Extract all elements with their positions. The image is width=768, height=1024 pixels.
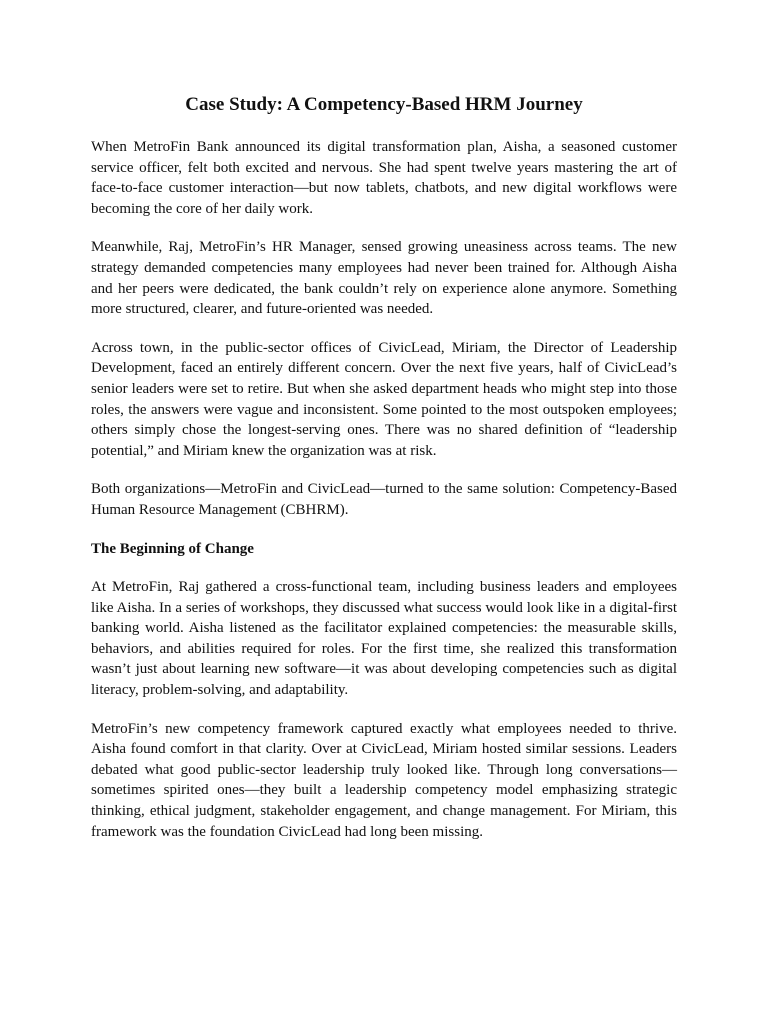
- paragraph-cbhrm-solution: Both organizations—MetroFin and CivicLead—turned to the same solution: Competency-Based Human Resource Management (CBHRM).: [91, 481, 677, 518]
- section-heading: The Beginning of Change: [91, 540, 254, 557]
- document-title: Case Study: A Competency-Based HRM Journey: [185, 94, 583, 115]
- document-page: [91, 92, 677, 860]
- paragraph-miriam-intro: Across town, in the public-sector offices of CivicLead, Miriam, the Director of Leadership Development, faced an entirely different concern. Over the next five years, half of CivicLead’s senior leaders were set to retire. But when she asked department heads who might step into those roles, the answers were vague and inconsistent. Some pointed to the most outspoken employees; others simply chose the longest-serving ones. There was no shared definition of “leadership potential,” and Miriam knew the organization was at risk.: [91, 339, 677, 459]
- paragraph-competency-frameworks: MetroFin’s new competency framework captured exactly what employees needed to thrive. Aisha found comfort in that clarity. Over at CivicLead, Miriam hosted similar sessions. Leaders debated what good public-sector leadership truly looked like. Through long conversations—sometimes spirited ones—they built a leadership competency model emphasizing strategic thinking, ethical judgment, stakeholder engagement, and change management. For Miriam, this framework was the foundation CivicLead had long been missing.: [91, 720, 677, 840]
- paragraph-aisha-intro: When MetroFin Bank announced its digital transformation plan, Aisha, a seasoned customer service officer, felt both excited and nervous. She had spent twelve years mastering the art of face-to-face customer interaction—but now tablets, chatbots, and new digital workflows were becoming the core of her daily work.: [91, 139, 677, 217]
- paragraph-metrofin-workshops: At MetroFin, Raj gathered a cross-functional team, including business leaders and employees like Aisha. In a series of workshops, they discussed what success would look like in a digital-first banking world. Aisha listened as the facilitator explained competencies: the measurable skills, behaviors, and abilities required for roles. For the first time, she realized this transformation wasn’t just about learning new software—it was about developing competencies such as digital literacy, problem-solving, and adaptability.: [91, 579, 677, 699]
- paragraph-raj-intro: Meanwhile, Raj, MetroFin’s HR Manager, sensed growing uneasiness across teams. The new strategy demanded competencies many employees had never been trained for. Although Aisha and her peers were dedicated, the bank couldn’t rely on experience alone anymore. Something more structured, clearer, and future-oriented was needed.: [91, 239, 677, 318]
